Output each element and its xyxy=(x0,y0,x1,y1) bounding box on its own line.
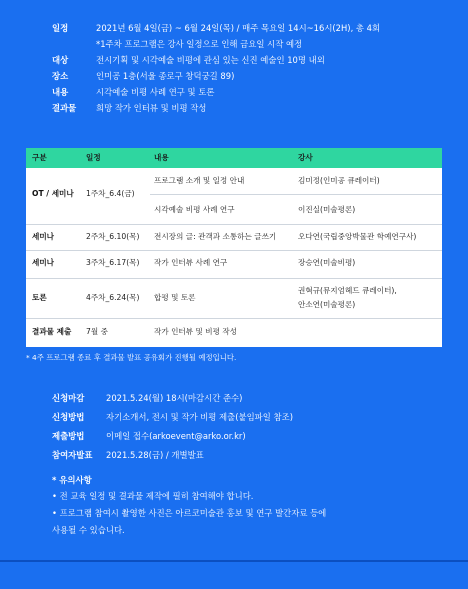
info-row-result xyxy=(52,100,452,116)
row-divider xyxy=(26,278,442,279)
row-content: 합평 및 토론 xyxy=(154,293,196,302)
info-value: 희망 작가 인터뷰 및 비평 작성 xyxy=(96,103,207,113)
apply-row-method xyxy=(52,408,432,427)
info-row-place xyxy=(52,68,452,84)
row-date: 2주차_6.10(목) xyxy=(86,232,140,241)
apply-row-announcement xyxy=(52,446,432,465)
info-label: 대상 xyxy=(52,55,69,65)
header-content: 내용 xyxy=(154,153,169,162)
apply-value: 2021.5.24(월) 18시(마감시간 준수) xyxy=(106,393,243,403)
apply-label: 신청마감 xyxy=(52,393,85,403)
row-date: 4주차_6.24(목) xyxy=(86,293,140,302)
apply-value: 이메일 접수(arkoevent@arko.or.kr) xyxy=(106,431,246,441)
row-content: 시각예술 비평 사례 연구 xyxy=(154,205,235,214)
row-date: 7월 중 xyxy=(86,327,108,336)
info-row-schedule xyxy=(52,20,452,36)
info-value: *1주차 프로그램은 강사 일정으로 인해 금요일 시작 예정 xyxy=(96,39,303,49)
row-lecturer: 김미정(인미공 큐레이터) xyxy=(298,176,380,185)
header-lecturer: 강사 xyxy=(298,153,313,162)
row-lecturer: 장승연(미술비평) xyxy=(298,258,356,267)
application-info xyxy=(52,389,432,465)
row-divider xyxy=(26,250,442,251)
info-row-content xyxy=(52,84,452,100)
apply-row-submit xyxy=(52,427,432,446)
row-lecturer: 오다연(국립중앙박물관 학예연구사) xyxy=(298,232,417,241)
info-label: 결과물 xyxy=(52,103,77,113)
bottom-divider xyxy=(0,560,468,562)
row-type: 토론 xyxy=(32,293,47,302)
caution-notes xyxy=(52,472,452,539)
row-content: 작가 인터뷰 및 비평 작성 xyxy=(154,327,238,336)
table-header xyxy=(26,148,442,168)
row-date: 3주차_6.17(목) xyxy=(86,258,140,267)
apply-value: 자기소개서, 전시 및 작가 비평 제출(붙임파일 참조) xyxy=(106,412,293,422)
row-type: 세미나 xyxy=(32,232,55,241)
row-divider xyxy=(150,194,442,195)
apply-row-deadline xyxy=(52,389,432,408)
row-lecturer: 권혁규(뮤지엄헤드 큐레이터), xyxy=(298,286,397,295)
row-lecturer-2: 안소연(미술평론) xyxy=(298,300,356,309)
schedule-table xyxy=(26,148,442,347)
info-label: 장소 xyxy=(52,71,69,81)
caution-line: • 전 교육 일정 및 결과물 제작에 필히 참여해야 합니다. xyxy=(52,491,254,501)
info-value: 시각예술 비평 사례 연구 및 토론 xyxy=(96,87,215,97)
row-content: 작가 인터뷰 사례 연구 xyxy=(154,258,228,267)
row-date: 1주차_6.4(금) xyxy=(86,189,135,198)
info-label: 일정 xyxy=(52,23,69,33)
caution-line: 사용될 수 있습니다. xyxy=(52,525,125,535)
row-divider xyxy=(26,224,442,225)
header-date: 일정 xyxy=(86,153,101,162)
info-value: 전시기획 및 시각예술 비평에 관심 있는 신진 예술인 10명 내외 xyxy=(96,55,325,65)
program-info xyxy=(52,20,452,116)
row-divider xyxy=(26,318,442,319)
apply-label: 참여자발표 xyxy=(52,450,93,460)
apply-label: 제출방법 xyxy=(52,431,85,441)
row-lecturer: 이진실(미술평론) xyxy=(298,205,356,214)
info-label: 내용 xyxy=(52,87,69,97)
table-note: * 4주 프로그램 종료 후 결과물 발표 공유회가 진행될 예정입니다. xyxy=(26,353,237,362)
header-type: 구분 xyxy=(32,153,47,162)
info-value: 2021년 6월 4일(금) ~ 6월 24일(목) / 매주 목요일 14시~16시(2H), 총 4회 xyxy=(96,23,381,33)
caution-line: • 프로그램 참여시 촬영한 사진은 아르코미술관 홍보 및 연구 발간자료 등에 xyxy=(52,508,327,518)
row-content: 전시장의 글: 관객과 소통하는 글쓰기 xyxy=(154,232,277,241)
row-type: 결과물 제출 xyxy=(32,327,72,336)
row-type: OT / 세미나 xyxy=(32,189,74,198)
caution-title: * 유의사항 xyxy=(52,475,92,485)
info-value: 인미공 1층(서울 종로구 창덕궁길 89) xyxy=(96,71,235,81)
row-type: 세미나 xyxy=(32,258,55,267)
apply-value: 2021.5.28(금) / 개별발표 xyxy=(106,450,204,460)
row-content: 프로그램 소개 및 일정 안내 xyxy=(154,176,245,185)
info-row-target xyxy=(52,52,452,68)
info-row-schedule-note xyxy=(52,36,452,52)
apply-label: 신청방법 xyxy=(52,412,85,422)
